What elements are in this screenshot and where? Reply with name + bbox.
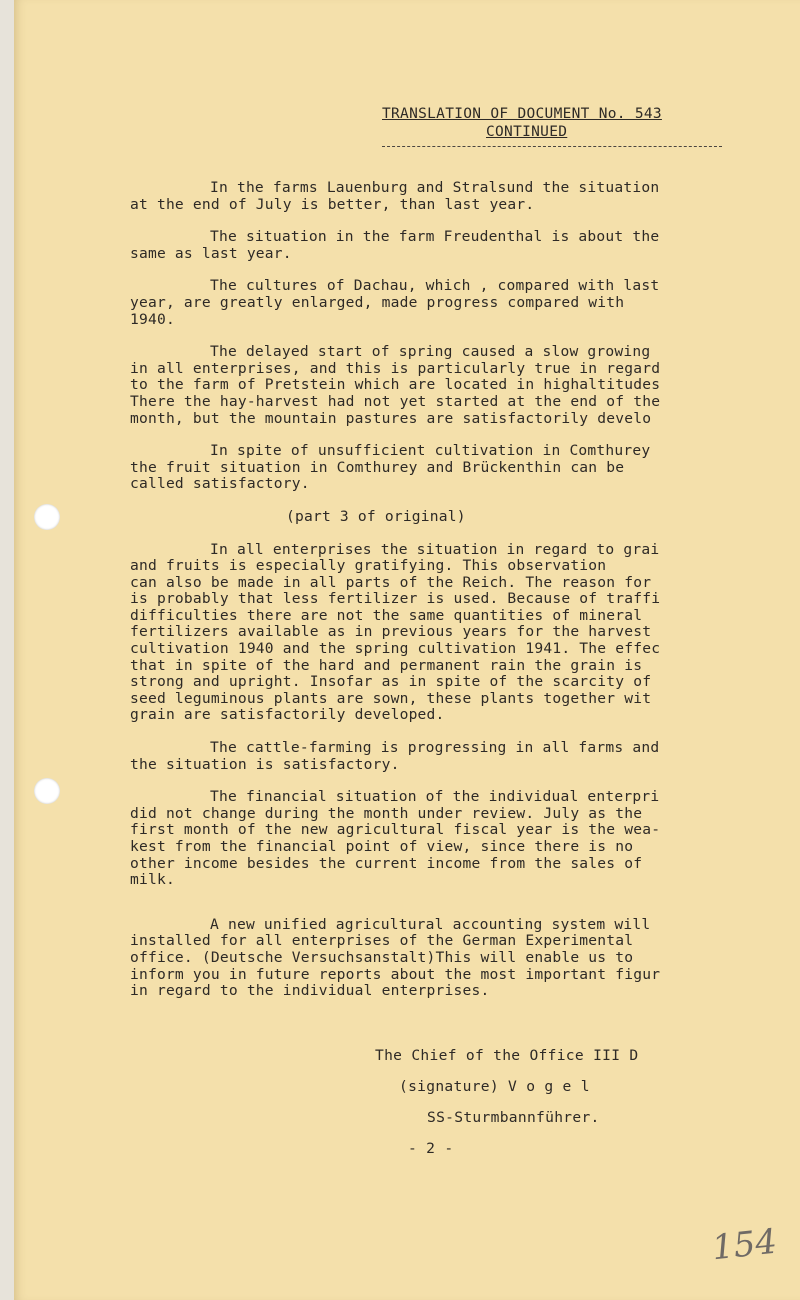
punch-hole-bottom bbox=[34, 778, 60, 804]
paragraph-accounting-system: A new unified agricultural accounting system will installed for all enterprises of the German Experimental office. (Deutsche Versuchsanstalt)This will enable us to inform you in future reports about the most important figur in regard to the individual enterprises. bbox=[130, 915, 661, 1000]
signature-block bbox=[375, 1047, 735, 1171]
signature-name: (signature) V o g e l bbox=[399, 1078, 590, 1095]
part-label: (part 3 of original) bbox=[286, 507, 466, 525]
signature-office: The Chief of the Office III D bbox=[375, 1047, 639, 1064]
punch-hole-top bbox=[34, 504, 60, 530]
document-title: TRANSLATION OF DOCUMENT No. 543 bbox=[382, 106, 662, 122]
paragraph-dachau: The cultures of Dachau, which , compared with last year, are greatly enlarged, made progress compared with 1940. bbox=[130, 277, 660, 328]
document-continued: CONTINUED bbox=[486, 124, 568, 140]
paragraph-fruit-situation: In spite of unsufficient cultivation in Comthurey the fruit situation in Comthurey and Brückenthin can be called satisfactory. bbox=[130, 442, 651, 493]
document-body bbox=[130, 180, 730, 1016]
paragraph-freudenthal: The situation in the farm Freudenthal is about the same as last year. bbox=[130, 228, 660, 262]
paragraph-farms-lauenburg: In the farms Lauenburg and Stralsund the situation at the end of July is better, than last year. bbox=[130, 179, 660, 213]
handwritten-page-number: 154 bbox=[710, 1221, 779, 1269]
paragraph-delayed-spring: The delayed start of spring caused a slow growing in all enterprises, and this is particularly true in regard to the farm of Pretstein which are located in highaltitudes There the hay-harvest had not yet started at the end of the month, but the mountain pastures are satisfactorily develo bbox=[130, 343, 661, 427]
signature-rank: SS-Sturmbannführer. bbox=[427, 1109, 600, 1126]
paragraph-cattle-farming: The cattle-farming is progressing in all farms and the situation is satisfactory. bbox=[130, 739, 660, 773]
header-rule bbox=[382, 146, 722, 147]
paragraph-financial-situation: The financial situation of the individual enterpri did not change during the month under review. July as the first month of the new agricultural fiscal year is the wea- kest from the financial point of view, since there is no other income besides the current income from the sales of milk. bbox=[130, 788, 661, 889]
paragraph-grain-fruits: In all enterprises the situation in regard to grai and fruits is especially gratifying. This observation can also be made in all parts of the Reich. The reason for is probably that less fertilizer is used. Because of traffi difficulties there are not the same quantities of mineral fertilizers available as in previous years for the harvest cultivation 1940 and the spring cultivation 1941. The effec that in spite of the hard and permanent rain the grain is strong and upright. Insofar as in spite of the scarcity of seed leguminous plants are sown, these plants together wit grain are satisfactorily developed. bbox=[130, 540, 661, 724]
scan-edge bbox=[0, 0, 14, 1300]
page-number: - 2 - bbox=[408, 1140, 454, 1157]
document-header bbox=[382, 106, 712, 147]
